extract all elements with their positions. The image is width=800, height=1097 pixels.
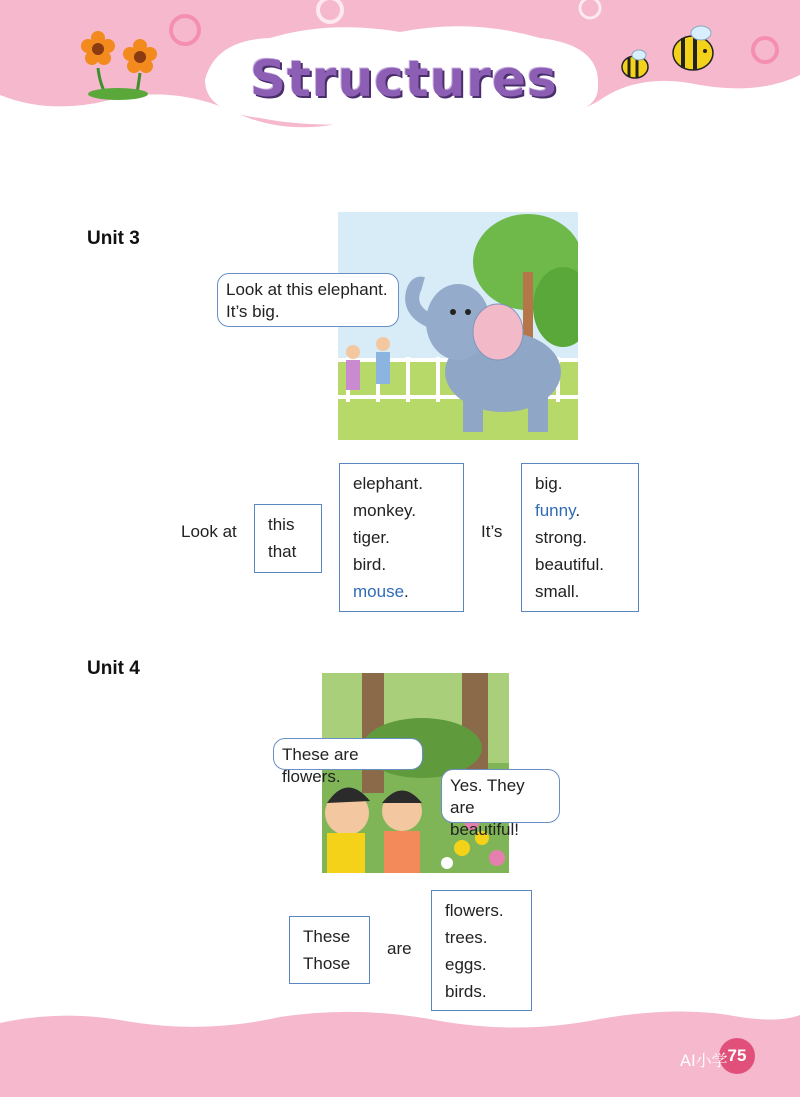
determiner-word: that xyxy=(268,542,297,561)
unit-4-heading: Unit 4 xyxy=(87,658,140,679)
noun-box xyxy=(339,463,464,612)
bees-icon xyxy=(615,25,720,87)
plural-noun-box xyxy=(431,890,532,1011)
bubble-line: beautiful! xyxy=(450,820,519,839)
noun-word: tiger. xyxy=(353,528,390,547)
speech-bubble-beautiful xyxy=(441,769,560,839)
verb-are-label: are xyxy=(387,939,412,958)
noun-word: monkey. xyxy=(353,501,416,520)
adjective-word: beautiful. xyxy=(535,555,605,574)
look-at-label: Look at xyxy=(181,522,237,541)
determiner-box-these-those xyxy=(289,916,370,984)
its-label: It’s xyxy=(481,522,503,541)
watermark-text: AI小学 xyxy=(680,1051,728,1070)
adjective-word: small. xyxy=(535,582,580,601)
noun-word: flowers. xyxy=(445,901,504,920)
unit-3-heading: Unit 3 xyxy=(87,228,140,249)
noun-word: birds. xyxy=(445,982,487,1001)
bubble-line: Look at this elephant. xyxy=(226,280,388,299)
bubble-line: Yes. They are xyxy=(450,776,525,817)
adjective-word: strong. xyxy=(535,528,587,547)
adjective-word: big. xyxy=(535,474,563,493)
noun-word: elephant. xyxy=(353,474,423,493)
determiner-word: These xyxy=(303,927,351,946)
speech-bubble-these-are-flowers: These are flowers. xyxy=(273,738,423,770)
determiner-word: this xyxy=(268,515,295,534)
speech-bubble-elephant xyxy=(217,273,399,327)
page-title: Structures xyxy=(250,50,558,108)
noun-word: trees. xyxy=(445,928,488,947)
determiner-box-this-that xyxy=(254,504,322,573)
bubble-line: It’s big. xyxy=(226,302,280,321)
noun-word: mouse. xyxy=(353,582,409,601)
adjective-box xyxy=(521,463,639,612)
adjective-word: funny. xyxy=(535,501,581,520)
noun-word: eggs. xyxy=(445,955,487,974)
noun-word: bird. xyxy=(353,555,387,574)
page-number-badge: 75 xyxy=(719,1038,755,1074)
determiner-word: Those xyxy=(303,954,351,973)
flowers-icon xyxy=(78,28,168,100)
